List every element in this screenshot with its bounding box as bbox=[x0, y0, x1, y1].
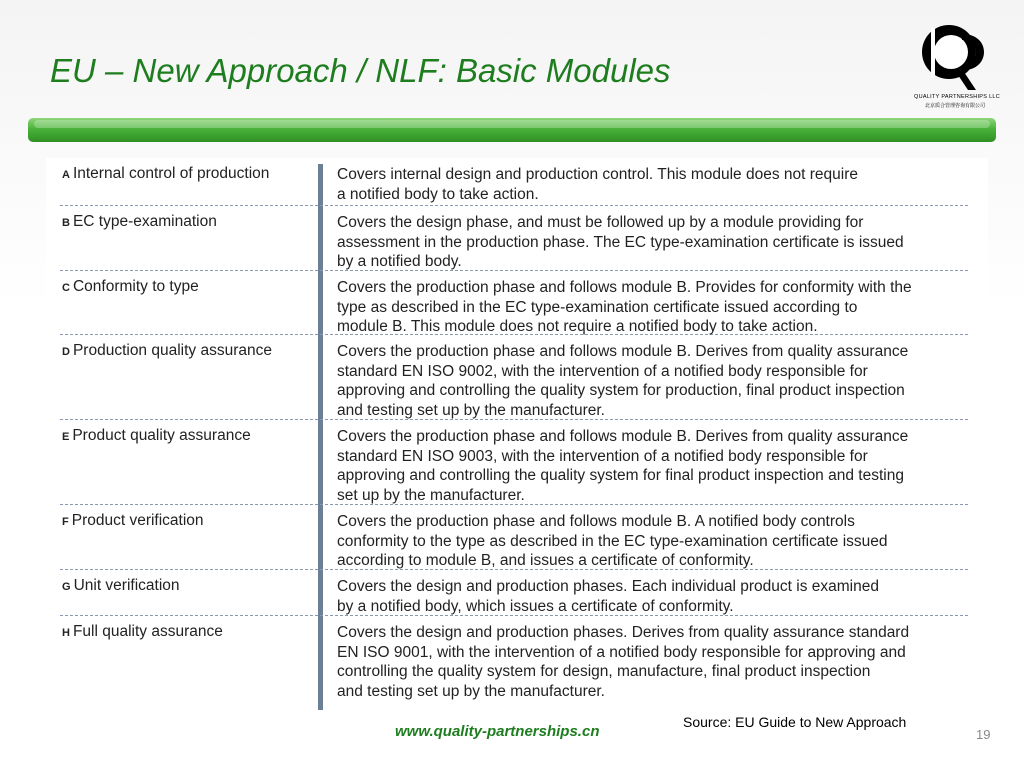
module-description: Covers the design and production phases. Derives from quality assurance standard EN ISO 9001, with the intervention of a notified body responsible for approving and controlling the quality system for design, manufacture, final product inspection and testing set up by the manufacturer. bbox=[337, 624, 910, 700]
qp-logo-mark-icon bbox=[918, 20, 992, 92]
module-letter: A bbox=[62, 169, 70, 181]
module-name: F Product verification bbox=[62, 512, 204, 529]
module-row-d bbox=[60, 335, 968, 420]
logo-company-cn: 北京质合管理咨询有限公司 bbox=[924, 103, 985, 109]
module-description: Covers the design phase, and must be followed up by a module providing for assessment in the production phase. The EC type-examination certificate is issued by a notified body. bbox=[337, 214, 904, 270]
module-letter: G bbox=[62, 581, 71, 593]
page-number: 19 bbox=[976, 727, 991, 742]
module-name: A Internal control of production bbox=[62, 165, 270, 182]
module-row-a bbox=[60, 158, 968, 206]
module-row-h bbox=[60, 616, 968, 706]
module-row-f bbox=[60, 505, 968, 570]
module-row-g bbox=[60, 570, 968, 616]
modules-table bbox=[46, 158, 988, 714]
module-name: E Product quality assurance bbox=[62, 427, 251, 444]
logo-company-en: QUALITY PARTNERSHIPS LLC bbox=[914, 94, 1001, 100]
module-description: Covers internal design and production control. This module does not require a notified body to take action. bbox=[337, 166, 858, 203]
company-logo bbox=[914, 20, 1001, 109]
module-description: Covers the design and production phases. Each individual product is examined by a notified body, which issues a certificate of conformity. bbox=[337, 578, 879, 615]
header-accent-bar bbox=[28, 118, 996, 142]
module-letter: F bbox=[62, 516, 69, 528]
module-row-b bbox=[60, 206, 968, 271]
module-letter: D bbox=[62, 346, 70, 358]
source-citation: Source: EU Guide to New Approach bbox=[683, 714, 907, 730]
module-name: H Full quality assurance bbox=[62, 623, 223, 640]
module-row-e bbox=[60, 420, 968, 505]
module-description: Covers the production phase and follows module B. A notified body controls conformity to the type as described in the EC type-examination certificate issued according to module B, and issues a certificate of conformity. bbox=[337, 513, 888, 569]
module-name: C Conformity to type bbox=[62, 278, 199, 295]
module-name: B EC type-examination bbox=[62, 213, 217, 230]
module-name: D Production quality assurance bbox=[62, 342, 272, 359]
module-letter: B bbox=[62, 217, 70, 229]
module-description: Covers the production phase and follows module B. Derives from quality assurance standard EN ISO 9002, with the intervention of a notified body responsible for approving and controlling the quality system for production, final product inspection and testing set up by the manufacturer. bbox=[337, 343, 909, 419]
website-link[interactable]: www.quality-partnerships.cn bbox=[395, 723, 600, 740]
module-letter: E bbox=[62, 431, 70, 443]
module-description: Covers the production phase and follows module B. Derives from quality assurance standard EN ISO 9003, with the intervention of a notified body responsible for approving and controlling the quality system for final product inspection and testing set up by the manufacturer. bbox=[337, 428, 909, 504]
module-description: Covers the production phase and follows module B. Provides for conformity with the type as described in the EC type-examination certificate issued according to module B. This module does not require a notified body to take action. bbox=[337, 279, 912, 335]
module-row-c bbox=[60, 271, 968, 335]
module-letter: H bbox=[62, 627, 70, 639]
module-name: G Unit verification bbox=[62, 577, 180, 594]
slide-title: EU – New Approach / NLF: Basic Modules bbox=[50, 52, 671, 89]
module-letter: C bbox=[62, 282, 70, 294]
